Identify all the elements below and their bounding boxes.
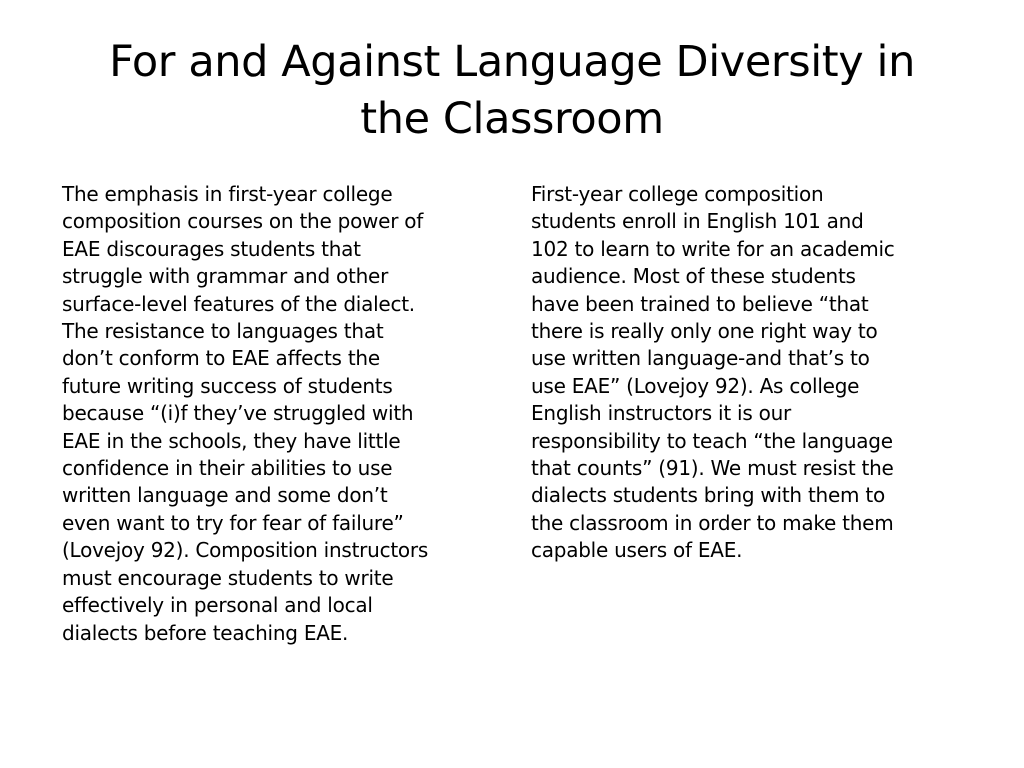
left-text-line: The emphasis in first-year college <box>62 182 393 206</box>
left-column-text <box>62 181 502 647</box>
left-text-line: dialects before teaching EAE. <box>62 620 349 645</box>
right-text-line: the classroom in order to make them <box>531 510 894 535</box>
left-text-line: don’t conform to EAE affects the <box>62 346 380 371</box>
left-text-line: future writing success of students <box>62 373 393 398</box>
right-text-line: English instructors it is our <box>531 401 792 426</box>
right-text-line: responsibility to teach “the language <box>531 428 893 453</box>
left-text-line: effectively in personal and local <box>62 593 373 618</box>
left-text-line: must encourage students to write <box>62 565 394 590</box>
right-text-line: use EAE” (Lovejoy 92). As college <box>531 373 860 398</box>
left-text-line: EAE in the schools, they have little <box>62 428 401 453</box>
right-column-text <box>531 181 967 565</box>
title-line: For and Against Language Diversity in <box>109 37 915 87</box>
left-text-line: even want to try for fear of failure” <box>62 510 404 535</box>
left-text-line: written language and some don’t <box>62 483 388 508</box>
left-text-line: (Lovejoy 92). Composition instructors <box>62 538 429 563</box>
right-text-line: 102 to learn to write for an academic <box>531 236 895 261</box>
right-text-line: there is really only one right way to <box>531 319 878 344</box>
right-text-line: dialects students bring with them to <box>531 483 885 508</box>
right-text-line: capable users of EAE. <box>531 538 743 563</box>
left-text-line: surface-level features of the dialect. <box>62 291 415 316</box>
title-line: the Classroom <box>360 94 664 144</box>
left-text-line: The resistance to languages that <box>62 319 384 344</box>
right-text-line: First-year college composition <box>531 182 824 206</box>
slide-title <box>40 34 984 148</box>
right-text-line: that counts” (91). We must resist the <box>531 456 894 481</box>
left-text-line: because “(i)f they’ve struggled with <box>62 401 414 426</box>
left-text-line: struggle with grammar and other <box>62 264 389 289</box>
right-text-line: have been trained to believe “that <box>531 291 869 316</box>
left-text-line: EAE discourages students that <box>62 236 361 261</box>
right-text-line: students enroll in English 101 and <box>531 209 864 234</box>
right-text-line: audience. Most of these students <box>531 264 856 289</box>
left-text-line: composition courses on the power of <box>62 209 424 234</box>
right-text-line: use written language-and that’s to <box>531 346 870 371</box>
left-text-line: confidence in their abilities to use <box>62 456 393 481</box>
